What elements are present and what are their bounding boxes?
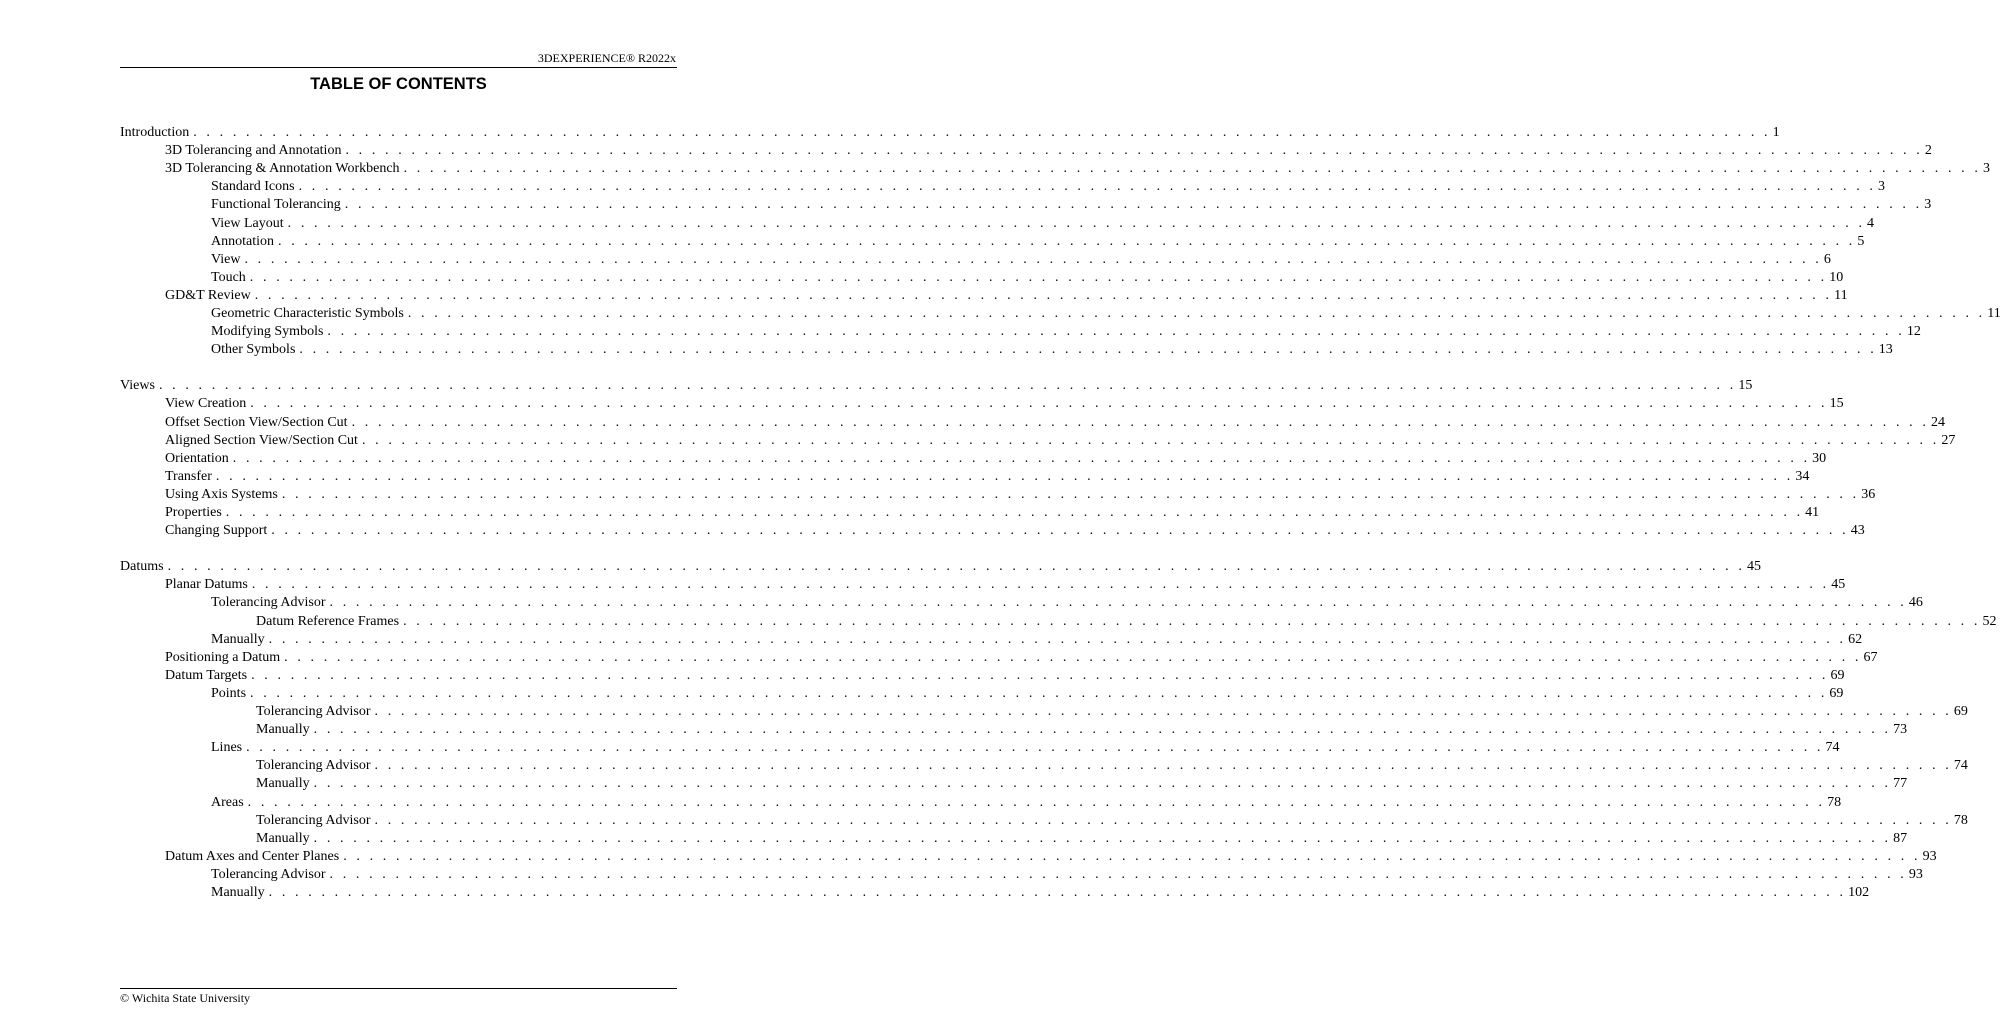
toc-entry[interactable] xyxy=(165,522,1865,540)
toc-dot-leader: . . . . . . . . . . . . . . . . . . . . . . . . . . . . . . . . . . . . . . . . . . . . . . . . . . . . . . . . . . . . . . . . . . . . . . . . . . . . . . . . . . . . . . . . . . . . . . . . . . . . . . . . . . . . . . . . . . . . . . . . xyxy=(250,685,1828,701)
toc-entry[interactable] xyxy=(211,739,1840,757)
toc-entry[interactable] xyxy=(211,251,1831,269)
toc-entry-page: 10 xyxy=(1829,269,1844,285)
toc-entry-title: Geometric Characteristic Symbols xyxy=(211,306,404,321)
toc-dot-leader: . . . . . . . . . . . . . . . . . . . . . . . . . . . . . . . . . . . . . . . . . . . . . . . . . . . . . . . . . . . . . . . . . . . . . . . . . . . . . . . . . . . . . . . . . . . . . . . . . . . . . . . . . . . . . . . . . . . . . . . . xyxy=(271,523,1849,539)
toc-entry-title: Offset Section View/Section Cut xyxy=(165,414,348,430)
toc-dot-leader: . . . . . . . . . . . . . . . . . . . . . . . . . . . . . . . . . . . . . . . . . . . . . . . . . . . . . . . . . . . . . . . . . . . . . . . . . . . . . . . . . . . . . . . . . . . . . . . . . . . . . . . . . . . . . . . . . . . . . . . . xyxy=(268,885,1847,900)
toc-dot-leader: . . . . . . . . . . . . . . . . . . . . . . . . . . . . . . . . . . . . . . . . . . . . . . . . . . . . . . . . . . . . . . . . . . . . . . . . . . . . . . . . . . . . . . . . . . . . . . . . . . . . . . . . . . . . . . . . . . . . . . . . xyxy=(251,667,1829,683)
toc-entry[interactable] xyxy=(120,124,1780,142)
toc-entry-title: Touch xyxy=(211,269,246,285)
toc-entry-title: Tolerancing Advisor xyxy=(211,866,326,882)
toc-dot-leader: . . . . . . . . . . . . . . . . . . . . . . . . . . . . . . . . . . . . . . . . . . . . . . . . . . . . . . . . . . . . . . . . . . . . . . . . . . . . . . . . . . . . . . . . . . . . . . . . . . . . . . . . . . . . . . . . . . . . . . . . xyxy=(284,649,1862,665)
toc-entry-page: 45 xyxy=(1746,559,1761,575)
toc-dot-leader: . . . . . . . . . . . . . . . . . . . . . . . . . . . . . . . . . . . . . . . . . . . . . . . . . . . . . . . . . . . . . . . . . . . . . . . . . . . . . . . . . . . . . . . . . . . . . . . . . . . . . . . . . . . . . . . . . . . . . . . . xyxy=(374,812,1952,828)
toc-entry-title: Transfer xyxy=(165,468,212,484)
toc-entry-title: Introduction xyxy=(120,125,190,140)
toc-entry-title: Lines xyxy=(211,740,243,756)
toc-entry[interactable] xyxy=(165,504,1820,522)
toc-entry-page: 12 xyxy=(1906,324,1921,340)
toc-entry[interactable] xyxy=(165,486,1876,504)
toc-entry-page: 1 xyxy=(1772,125,1780,140)
toc-entry[interactable] xyxy=(165,649,1878,667)
toc-entry-title: Views xyxy=(120,378,155,394)
toc-entry-title: 3D Tolerancing & Annotation Workbench xyxy=(165,161,400,177)
toc-entry-page: 41 xyxy=(1805,505,1820,520)
toc-dot-leader: . . . . . . . . . . . . . . . . . . . . . . . . . . . . . . . . . . . . . . . . . . . . . . . . . . . . . . . . . . . . . . . . . . . . . . . . . . . . . . . . . . . . . . . . . . . . . . . . . . . . . . . . . . . . . . . . . . . . . . . . xyxy=(298,179,1876,195)
toc-dot-leader: . . . . . . . . . . . . . . . . . . . . . . . . . . . . . . . . . . . . . . . . . . . . . . . . . . . . . . . . . . . . . . . . . . . . . . . . . . . . . . . . . . . . . . . . . . . . . . . . . . . . . . . . . . . . . . . . . . . . . . . . xyxy=(345,143,1923,159)
toc-entry[interactable] xyxy=(165,450,1827,468)
toc-dot-leader: . . . . . . . . . . . . . . . . . . . . . . . . . . . . . . . . . . . . . . . . . . . . . . . . . . . . . . . . . . . . . . . . . . . . . . . . . . . . . . . . . . . . . . . . . . . . . . . . . . . . . . . . . . . . . . . . . . . . . . . . xyxy=(193,125,1771,140)
toc-dot-leader: . . . . . . . . . . . . . . . . . . . . . . . . . . . . . . . . . . . . . . . . . . . . . . . . . . . . . . . . . . . . . . . . . . . . . . . . . . . . . . . . . . . . . . . . . . . . . . . . . . . . . . . . . . . . . . . . . . . . . . . . xyxy=(281,486,1860,502)
toc-entry[interactable] xyxy=(211,305,2001,323)
toc-entry-page: 36 xyxy=(1861,486,1876,502)
toc-entry-page: 13 xyxy=(1878,342,1893,358)
toc-entry-page: 3 xyxy=(1878,179,1885,195)
toc-entry-title: Using Axis Systems xyxy=(165,486,278,502)
toc-entry-page: 69 xyxy=(1830,667,1845,683)
toc-dot-leader: . . . . . . . . . . . . . . . . . . . . . . . . . . . . . . . . . . . . . . . . . . . . . . . . . . . . . . . . . . . . . . . . . . . . . . . . . . . . . . . . . . . . . . . . . . . . . . . . . . . . . . . . . . . . . . . . . . . . . . . . xyxy=(268,631,1847,647)
toc-dot-leader: . . . . . . . . . . . . . . . . . . . . . . . . . . . . . . . . . . . . . . . . . . . . . . . . . . . . . . . . . . . . . . . . . . . . . . . . . . . . . . . . . . . . . . . . . . . . . . . . . . . . . . . . . . . . . . . . . . . . . . . . xyxy=(313,722,1892,738)
toc-entry-page: 69 xyxy=(1953,704,1968,719)
toc-entry[interactable] xyxy=(165,667,1845,685)
toc-entry-page: 74 xyxy=(1953,758,1968,774)
toc-entry-page: 74 xyxy=(1825,740,1840,756)
toc-entry[interactable] xyxy=(165,576,1846,594)
toc-entry-title: Points xyxy=(211,685,247,701)
toc-entry[interactable] xyxy=(165,848,1937,866)
toc-dot-leader: . . . . . . . . . . . . . . . . . . . . . . . . . . . . . . . . . . . . . . . . . . . . . . . . . . . . . . . . . . . . . . . . . . . . . . . . . . . . . . . . . . . . . . . . . . . . . . . . . . . . . . . . . . . . . . . . . . . . . . . . xyxy=(251,577,1830,593)
toc-dot-leader: . . . . . . . . . . . . . . . . . . . . . . . . . . . . . . . . . . . . . . . . . . . . . . . . . . . . . . . . . . . . . . . . . . . . . . . . . . . . . . . . . . . . . . . . . . . . . . . . . . . . . . . . . . . . . . . . . . . . . . . . xyxy=(343,848,1921,864)
toc-entry[interactable] xyxy=(256,830,1908,848)
toc-entry-title: Functional Tolerancing xyxy=(211,197,341,213)
toc-entry[interactable] xyxy=(165,395,1844,413)
toc-dot-leader: . . . . . . . . . . . . . . . . . . . . . . . . . . . . . . . . . . . . . . . . . . . . . . . . . . . . . . . . . . . . . . . . . . . . . . . . . . . . . . . . . . . . . . . . . . . . . . . . . . . . . . . . . . . . . . . . . . . . . . . . xyxy=(287,215,1866,231)
toc-entry-page: 27 xyxy=(1941,432,1956,448)
toc-entry-title: Tolerancing Advisor xyxy=(211,595,326,611)
toc-entry[interactable] xyxy=(120,558,1761,576)
toc-entry-title: Modifying Symbols xyxy=(211,324,324,340)
toc-entry[interactable] xyxy=(165,142,1932,160)
toc-entry-title: Tolerancing Advisor xyxy=(256,704,371,719)
toc-entry[interactable] xyxy=(211,631,1863,649)
toc-entry-title: View Creation xyxy=(165,396,247,412)
toc-entry-page: 3 xyxy=(1924,197,1932,213)
toc-entry[interactable] xyxy=(211,196,1932,214)
toc-entry-title: Standard Icons xyxy=(211,179,295,195)
toc-entry[interactable] xyxy=(165,287,1848,305)
toc-entry-title: Manually xyxy=(211,885,265,900)
toc-entry-title: Tolerancing Advisor xyxy=(256,812,371,828)
toc-entry-page: 102 xyxy=(1848,885,1870,900)
toc-entry-page: 78 xyxy=(1827,794,1842,810)
toc-dot-leader: . . . . . . . . . . . . . . . . . . . . . . . . . . . . . . . . . . . . . . . . . . . . . . . . . . . . . . . . . . . . . . . . . . . . . . . . . . . . . . . . . . . . . . . . . . . . . . . . . . . . . . . . . . . . . . . . . . . . . . . . xyxy=(247,794,1826,810)
toc-entry[interactable] xyxy=(211,685,1844,703)
toc-entry[interactable] xyxy=(165,414,1945,432)
toc-dot-leader: . . . . . . . . . . . . . . . . . . . . . . . . . . . . . . . . . . . . . . . . . . . . . . . . . . . . . . . . . . . . . . . . . . . . . . . . . . . . . . . . . . . . . . . . . . . . . . . . . . . . . . . . . . . . . . . . . . . . . . . . xyxy=(246,740,1824,756)
toc-dot-leader: . . . . . . . . . . . . . . . . . . . . . . . . . . . . . . . . . . . . . . . . . . . . . . . . . . . . . . . . . . . . . . . . . . . . . . . . . . . . . . . . . . . . . . . . . . . . . . . . . . . . . . . . . . . . . . . . . . . . . . . . xyxy=(254,287,1833,303)
toc-entry-page: 52 xyxy=(1982,613,1997,629)
toc-entry-title: Manually xyxy=(256,830,310,846)
toc-dot-leader: . . . . . . . . . . . . . . . . . . . . . . . . . . . . . . . . . . . . . . . . . . . . . . . . . . . . . . . . . . . . . . . . . . . . . . . . . . . . . . . . . . . . . . . . . . . . . . . . . . . . . . . . . . . . . . . . . . . . . . . . xyxy=(250,396,1828,412)
toc-entry-title: Changing Support xyxy=(165,523,268,539)
toc-entry-page: 62 xyxy=(1848,631,1863,647)
toc-dot-leader: . . . . . . . . . . . . . . . . . . . . . . . . . . . . . . . . . . . . . . . . . . . . . . . . . . . . . . . . . . . . . . . . . . . . . . . . . . . . . . . . . . . . . . . . . . . . . . . . . . . . . . . . . . . . . . . . . . . . . . . . xyxy=(299,342,1877,358)
footer-copyright: © Wichita State University xyxy=(120,991,251,1005)
toc-entry-page: 43 xyxy=(1850,523,1865,539)
toc-entry-title: Properties xyxy=(165,505,222,520)
toc-entry[interactable] xyxy=(211,794,1842,812)
toc-entry[interactable] xyxy=(256,703,1968,721)
toc-dot-leader: . . . . . . . . . . . . . . . . . . . . . . . . . . . . . . . . . . . . . . . . . . . . . . . . . . . . . . . . . . . . . . . . . . . . . . . . . . . . . . . . . . . . . . . . . . . . . . . . . . . . . . . . . . . . . . . . . . . . . . . . xyxy=(361,432,1940,448)
toc-entry-title: GD&T Review xyxy=(165,287,251,303)
toc-entry[interactable] xyxy=(165,160,1990,178)
toc-dot-leader: . . . . . . . . . . . . . . . . . . . . . . . . . . . . . . . . . . . . . . . . . . . . . . . . . . . . . . . . . . . . . . . . . . . . . . . . . . . . . . . . . . . . . . . . . . . . . . . . . . . . . . . . . . . . . . . . . . . . . . . . xyxy=(374,758,1952,774)
toc-entry-title: Datum Axes and Center Planes xyxy=(165,848,340,864)
toc-entry-title: Tolerancing Advisor xyxy=(256,758,371,774)
toc-entry[interactable] xyxy=(120,377,1753,395)
toc-entry-page: 5 xyxy=(1857,233,1865,249)
toc-entry[interactable] xyxy=(211,341,1893,359)
toc-entry-page: 73 xyxy=(1893,722,1908,738)
toc-entry-title: Orientation xyxy=(165,450,229,466)
toc-entry-title: Areas xyxy=(211,794,244,810)
toc-dot-leader: . . . . . . . . . . . . . . . . . . . . . . . . . . . . . . . . . . . . . . . . . . . . . . . . . . . . . . . . . . . . . . . . . . . . . . . . . . . . . . . . . . . . . . . . . . . . . . . . . . . . . . . . . . . . . . . . . . . . . . . . xyxy=(351,414,1929,430)
toc-entry-page: 78 xyxy=(1953,812,1968,828)
toc-entry[interactable] xyxy=(211,269,1844,287)
toc-entry-page: 4 xyxy=(1867,215,1875,231)
toc-dot-leader: . . . . . . . . . . . . . . . . . . . . . . . . . . . . . . . . . . . . . . . . . . . . . . . . . . . . . . . . . . . . . . . . . . . . . . . . . . . . . . . . . . . . . . . . . . . . . . . . . . . . . . . . . . . . . . . . . . . . . . . . xyxy=(215,468,1794,484)
toc-entry-page: 45 xyxy=(1831,577,1846,593)
toc-dot-leader: . . . . . . . . . . . . . . . . . . . . . . . . . . . . . . . . . . . . . . . . . . . . . . . . . . . . . . . . . . . . . . . . . . . . . . . . . . . . . . . . . . . . . . . . . . . . . . . . . . . . . . . . . . . . . . . . . . . . . . . . xyxy=(313,830,1892,846)
toc-entry-title: 3D Tolerancing and Annotation xyxy=(165,143,342,159)
toc-entry-page: 11 xyxy=(1987,306,2001,321)
toc-entry-page: 87 xyxy=(1893,830,1908,846)
toc-dot-leader: . . . . . . . . . . . . . . . . . . . . . . . . . . . . . . . . . . . . . . . . . . . . . . . . . . . . . . . . . . . . . . . . . . . . . . . . . . . . . . . . . . . . . . . . . . . . . . . . . . . . . . . . . . . . . . . . . . . . . . . . xyxy=(403,613,1981,629)
toc-entry-title: Annotation xyxy=(211,233,274,249)
toc-entry[interactable] xyxy=(211,323,1921,341)
toc-entry-title: Manually xyxy=(256,776,310,792)
toc-entry[interactable] xyxy=(256,613,1997,631)
toc-entry-title: Aligned Section View/Section Cut xyxy=(165,432,358,448)
toc-entry[interactable] xyxy=(211,884,1870,902)
toc-dot-leader: . . . . . . . . . . . . . . . . . . . . . . . . . . . . . . . . . . . . . . . . . . . . . . . . . . . . . . . . . . . . . . . . . . . . . . . . . . . . . . . . . . . . . . . . . . . . . . . . . . . . . . . . . . . . . . . . . . . . . . . . xyxy=(374,704,1952,719)
toc-entry-page: 77 xyxy=(1893,776,1908,792)
toc-entry-title: Datum Targets xyxy=(165,667,248,683)
toc-entry-page: 30 xyxy=(1812,450,1827,466)
toc-entry-page: 24 xyxy=(1930,414,1945,430)
toc-dot-leader: . . . . . . . . . . . . . . . . . . . . . . . . . . . . . . . . . . . . . . . . . . . . . . . . . . . . . . . . . . . . . . . . . . . . . . . . . . . . . . . . . . . . . . . . . . . . . . . . . . . . . . . . . . . . . . . . . . . . . . . . xyxy=(225,505,1804,520)
toc-entry-title: Other Symbols xyxy=(211,342,296,358)
toc-entry-page: 67 xyxy=(1863,649,1878,665)
toc-entry[interactable] xyxy=(211,178,1885,196)
running-header: 3DEXPERIENCE® R2022x xyxy=(537,51,676,65)
toc-entry[interactable] xyxy=(165,432,1956,450)
toc-entry-title: Planar Datums xyxy=(165,577,248,593)
toc-entry-page: 93 xyxy=(1922,848,1937,864)
toc-entry-page: 2 xyxy=(1924,143,1932,159)
toc-entry-title: Datums xyxy=(120,559,164,575)
toc-entry-page: 11 xyxy=(1834,287,1848,303)
toc-dot-leader: . . . . . . . . . . . . . . . . . . . . . . . . . . . . . . . . . . . . . . . . . . . . . . . . . . . . . . . . . . . . . . . . . . . . . . . . . . . . . . . . . . . . . . . . . . . . . . . . . . . . . . . . . . . . . . . . . . . . . . . . xyxy=(167,559,1745,575)
toc-entry[interactable] xyxy=(211,866,1923,884)
toc-dot-leader: . . . . . . . . . . . . . . . . . . . . . . . . . . . . . . . . . . . . . . . . . . . . . . . . . . . . . . . . . . . . . . . . . . . . . . . . . . . . . . . . . . . . . . . . . . . . . . . . . . . . . . . . . . . . . . . . . . . . . . . . xyxy=(232,450,1811,466)
toc-entry-title: View xyxy=(211,251,241,267)
toc-entry-title: Manually xyxy=(211,631,265,647)
toc-entry[interactable] xyxy=(211,594,1923,612)
toc-dot-leader: . . . . . . . . . . . . . . . . . . . . . . . . . . . . . . . . . . . . . . . . . . . . . . . . . . . . . . . . . . . . . . . . . . . . . . . . . . . . . . . . . . . . . . . . . . . . . . . . . . . . . . . . . . . . . . . . . . . . . . . . xyxy=(327,324,1905,340)
toc-entry-page: 6 xyxy=(1823,251,1831,267)
toc-entry-title: Positioning a Datum xyxy=(165,649,281,665)
toc-dot-leader: . . . . . . . . . . . . . . . . . . . . . . . . . . . . . . . . . . . . . . . . . . . . . . . . . . . . . . . . . . . . . . . . . . . . . . . . . . . . . . . . . . . . . . . . . . . . . . . . . . . . . . . . . . . . . . . . . . . . . . . . xyxy=(244,251,1822,267)
toc-entry-page: 15 xyxy=(1738,378,1753,394)
toc-entry[interactable] xyxy=(211,215,1875,233)
toc-entry[interactable] xyxy=(256,812,1968,830)
toc-entry[interactable] xyxy=(165,468,1810,486)
page-title: TABLE OF CONTENTS xyxy=(310,75,487,93)
toc-dot-leader: . . . . . . . . . . . . . . . . . . . . . . . . . . . . . . . . . . . . . . . . . . . . . . . . . . . . . . . . . . . . . . . . . . . . . . . . . . . . . . . . . . . . . . . . . . . . . . . . . . . . . . . . . . . . . . . . . . . . . . . . xyxy=(407,306,1986,321)
toc-dot-leader: . . . . . . . . . . . . . . . . . . . . . . . . . . . . . . . . . . . . . . . . . . . . . . . . . . . . . . . . . . . . . . . . . . . . . . . . . . . . . . . . . . . . . . . . . . . . . . . . . . . . . . . . . . . . . . . . . . . . . . . . xyxy=(329,866,1907,882)
toc-entry[interactable] xyxy=(256,721,1908,739)
toc-entry-page: 93 xyxy=(1908,866,1923,882)
toc-dot-leader: . . . . . . . . . . . . . . . . . . . . . . . . . . . . . . . . . . . . . . . . . . . . . . . . . . . . . . . . . . . . . . . . . . . . . . . . . . . . . . . . . . . . . . . . . . . . . . . . . . . . . . . . . . . . . . . . . . . . . . . . xyxy=(249,269,1828,285)
toc-entry-page: 3 xyxy=(1982,161,1990,177)
toc-entry-page: 46 xyxy=(1908,595,1923,611)
toc-dot-leader: . . . . . . . . . . . . . . . . . . . . . . . . . . . . . . . . . . . . . . . . . . . . . . . . . . . . . . . . . . . . . . . . . . . . . . . . . . . . . . . . . . . . . . . . . . . . . . . . . . . . . . . . . . . . . . . . . . . . . . . . xyxy=(344,197,1923,213)
toc-entry-page: 34 xyxy=(1795,468,1810,484)
toc-entry-title: Datum Reference Frames xyxy=(256,613,400,629)
toc-entry[interactable] xyxy=(256,757,1968,775)
toc-entry-title: Manually xyxy=(256,722,310,738)
toc-entry-page: 15 xyxy=(1829,396,1844,412)
toc-dot-leader: . . . . . . . . . . . . . . . . . . . . . . . . . . . . . . . . . . . . . . . . . . . . . . . . . . . . . . . . . . . . . . . . . . . . . . . . . . . . . . . . . . . . . . . . . . . . . . . . . . . . . . . . . . . . . . . . . . . . . . . . xyxy=(158,378,1737,394)
toc-entry[interactable] xyxy=(211,233,1865,251)
toc-dot-leader: . . . . . . . . . . . . . . . . . . . . . . . . . . . . . . . . . . . . . . . . . . . . . . . . . . . . . . . . . . . . . . . . . . . . . . . . . . . . . . . . . . . . . . . . . . . . . . . . . . . . . . . . . . . . . . . . . . . . . . . . xyxy=(329,595,1907,611)
toc-dot-leader: . . . . . . . . . . . . . . . . . . . . . . . . . . . . . . . . . . . . . . . . . . . . . . . . . . . . . . . . . . . . . . . . . . . . . . . . . . . . . . . . . . . . . . . . . . . . . . . . . . . . . . . . . . . . . . . . . . . . . . . . xyxy=(278,233,1856,249)
toc-dot-leader: . . . . . . . . . . . . . . . . . . . . . . . . . . . . . . . . . . . . . . . . . . . . . . . . . . . . . . . . . . . . . . . . . . . . . . . . . . . . . . . . . . . . . . . . . . . . . . . . . . . . . . . . . . . . . . . . . . . . . . . . xyxy=(403,161,1981,177)
toc-entry-title: View Layout xyxy=(211,215,284,231)
footer-rule xyxy=(120,988,677,989)
toc-entry-page: 69 xyxy=(1829,685,1844,701)
toc-entry[interactable] xyxy=(256,775,1908,793)
toc-dot-leader: . . . . . . . . . . . . . . . . . . . . . . . . . . . . . . . . . . . . . . . . . . . . . . . . . . . . . . . . . . . . . . . . . . . . . . . . . . . . . . . . . . . . . . . . . . . . . . . . . . . . . . . . . . . . . . . . . . . . . . . . xyxy=(313,776,1892,792)
